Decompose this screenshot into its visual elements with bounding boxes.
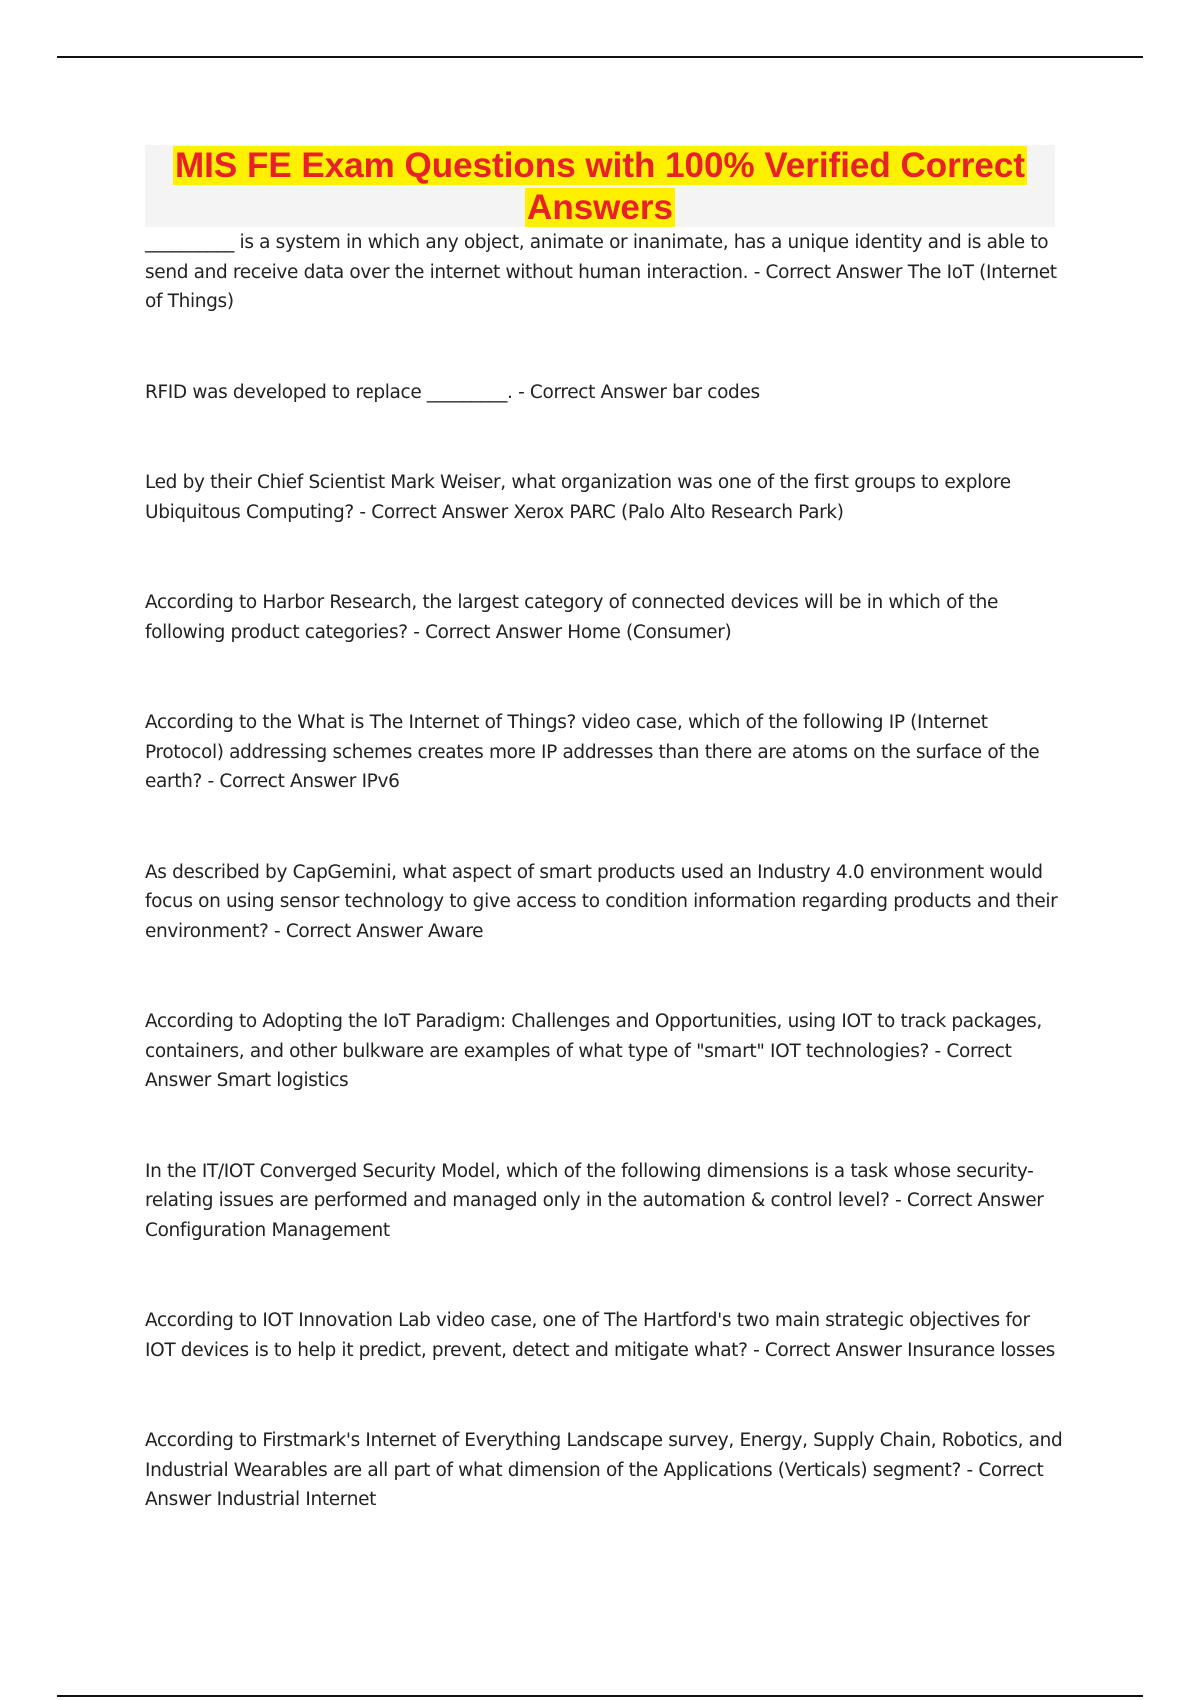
question-answer-item: According to Adopting the IoT Paradigm: Challenges and Opportunities, using IOT to track packages, containers, and other bulkware are examples of what type of "smart" IOT technologies? - Correct Answer Smart logistics — [145, 1011, 1042, 1091]
question-answer-item: According to Harbor Research, the largest category of connected devices will be in which of the following product categories? - Correct Answer Home (Consumer) — [145, 592, 999, 643]
title-block — [145, 145, 1055, 227]
question-answer-item: According to IOT Innovation Lab video case, one of The Hartford's two main strategic objectives for IOT devices is to help it predict, prevent, detect and mitigate what? - Correct Answer Insurance losses — [145, 1310, 1055, 1361]
header-divider — [57, 56, 1143, 58]
question-answer-item: __________ is a system in which any object, animate or inanimate, has a unique identity and is able to send and receive data over the internet without human interaction. - Correct Answer The IoT (Internet of Things) — [145, 232, 1057, 312]
question-answer-item: RFID was developed to replace _________. - Correct Answer bar codes — [145, 381, 760, 403]
question-answer-item: In the IT/IOT Converged Security Model, which of the following dimensions is a task whose security-relating issues are performed and managed only in the automation & control level? - Correct Answer Configuration Management — [145, 1160, 1044, 1241]
question-answer-item: As described by CapGemini, what aspect of smart products used an Industry 4.0 environment would focus on using sensor technology to give access to condition information regarding products and their environment? - Correct Answer Aware — [145, 861, 1058, 942]
question-list — [145, 228, 1065, 1515]
question-answer-item: According to Firstmark's Internet of Everything Landscape survey, Energy, Supply Chain, Robotics, and Industrial Wearables are all part of what dimension of the Applications (Verticals) segment? - Correct Answer Industrial Internet — [145, 1430, 1063, 1510]
document-title: MIS FE Exam Questions with 100% Verified Correct Answers — [175, 146, 1025, 227]
question-answer-item: According to the What is The Internet of Things? video case, which of the following IP (Internet Protocol) addressing schemes creates more IP addresses than there are atoms on the surface of the earth? - Correct Answer IPv6 — [145, 712, 1040, 792]
question-answer-item: Led by their Chief Scientist Mark Weiser, what organization was one of the first groups to explore Ubiquitous Computing? - Correct Answer Xerox PARC (Palo Alto Research Park) — [145, 472, 1011, 523]
footer-divider — [57, 1695, 1143, 1697]
